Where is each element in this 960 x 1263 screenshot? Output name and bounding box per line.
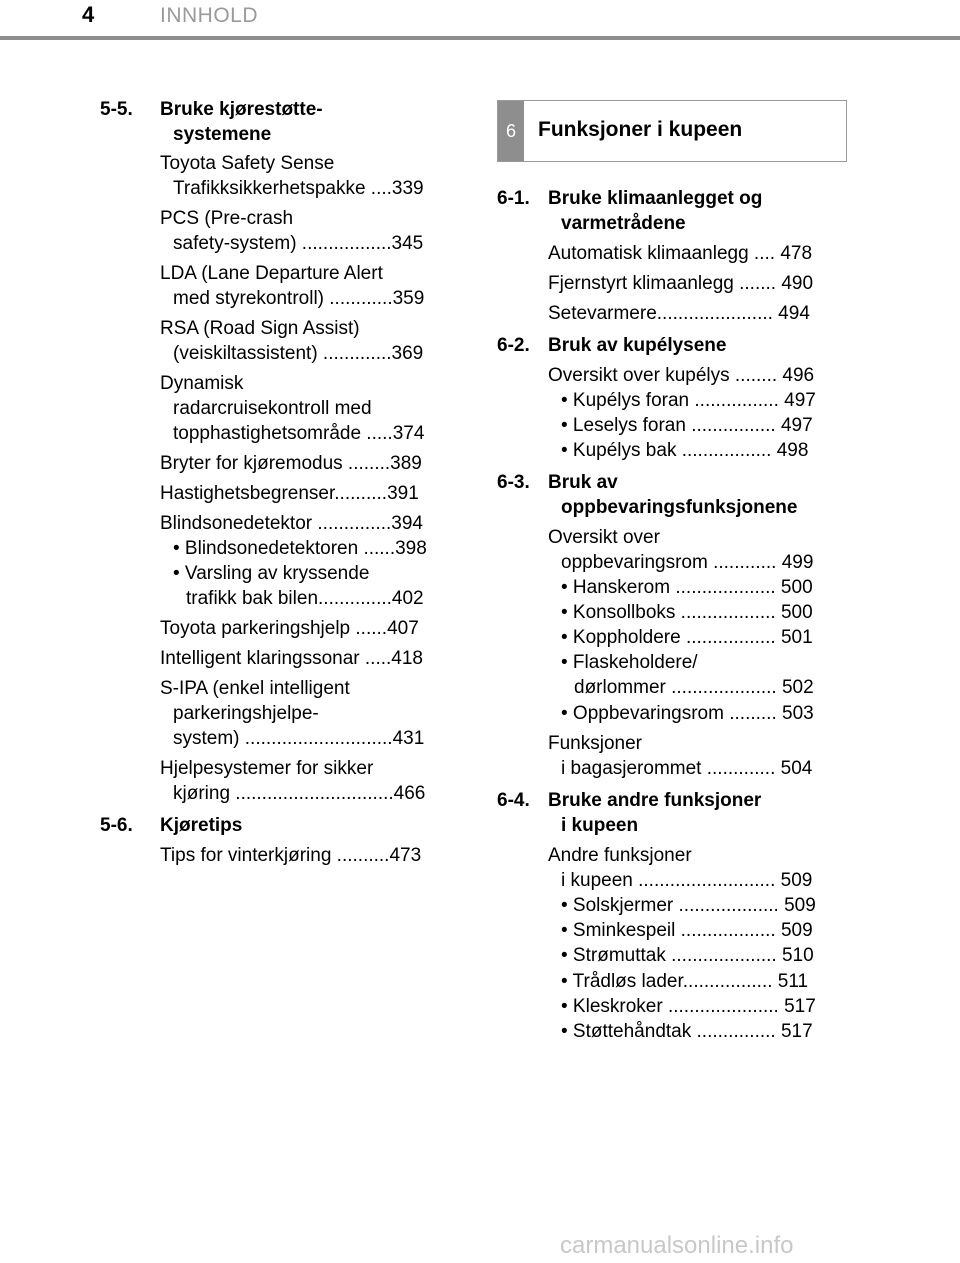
toc-subentry[interactable]: • Støttehåndtak ............... 517 [561,1021,813,1042]
toc-subentry[interactable]: • Sminkespeil .................. 509 [561,920,813,941]
section-title[interactable]: Bruke andre funksjoner [548,790,762,811]
toc-subentry[interactable]: • Trådløs lader................. 511 [561,971,809,992]
section-number: 6-3. [497,472,530,493]
toc-entry[interactable]: Automatisk klimaanlegg .... 478 [548,243,813,264]
section-title-cont[interactable]: systemene [173,124,272,145]
toc-entry[interactable]: S-IPA (enkel intelligent [160,678,350,699]
toc-entry[interactable]: Andre funksjoner [548,845,692,866]
page-header [0,0,960,40]
toc-subentry[interactable]: • Blindsonedetektoren ......398 [173,538,427,559]
toc-entry-cont[interactable]: safety-system) .................345 [173,233,424,254]
toc-entry-cont[interactable]: topphastighetsområde .....374 [173,423,425,444]
toc-entry-cont[interactable]: parkeringshjelpe- [173,703,319,724]
toc-entry-cont[interactable]: (veiskiltassistent) .............369 [173,343,424,364]
toc-entry[interactable]: Toyota Safety Sense [160,153,335,174]
toc-entry[interactable]: Blindsonedetektor ..............394 [160,513,423,534]
section-title-cont[interactable]: i kupeen [561,815,639,836]
toc-subentry[interactable]: • Koppholdere ................. 501 [561,627,813,648]
toc-entry[interactable]: Toyota parkeringshjelp ......407 [160,618,419,639]
toc-entry[interactable]: Oversikt over kupélys ........ 496 [548,365,815,386]
toc-subentry[interactable]: • Leselys foran ................ 497 [561,415,813,436]
section-number: 6-2. [497,335,530,356]
toc-entry[interactable]: PCS (Pre-crash [160,208,294,229]
toc-subentry[interactable]: • Strømuttak .................... 510 [561,945,814,966]
toc-subentry[interactable]: • Konsollboks .................. 500 [561,602,813,623]
chapter-heading[interactable] [497,100,847,162]
toc-subentry[interactable]: • Solskjermer ................... 509 [561,895,816,916]
section-number: 6-4. [497,790,530,811]
toc-subentry[interactable]: • Oppbevaringsrom ......... 503 [561,703,814,724]
page-number: 4 [82,2,95,27]
section-title[interactable]: Bruke klimaanlegget og [548,188,763,209]
section-title[interactable]: Bruk av kupélysene [548,335,727,356]
section-number: 5-5. [100,99,133,120]
toc-entry-cont[interactable]: radarcruisekontroll med [173,398,372,419]
toc-entry-cont[interactable]: med styrekontroll) ............359 [173,288,425,309]
toc-subentry[interactable]: • Hanskerom ................... 500 [561,577,813,598]
toc-entry-cont[interactable]: i bagasjerommet ............. 504 [561,758,813,779]
toc-entry-cont[interactable]: oppbevaringsrom ............ 499 [561,552,814,573]
toc-subentry[interactable]: • Varsling av kryssende [173,563,370,584]
section-number: 6-1. [497,188,530,209]
toc-entry[interactable]: LDA (Lane Departure Alert [160,263,383,284]
section-title[interactable]: Bruk av [548,472,618,493]
toc-entry[interactable]: Dynamisk [160,373,244,394]
toc-entry[interactable]: Tips for vinterkjøring ..........473 [160,845,422,866]
section-title-cont[interactable]: varmetrådene [561,213,686,234]
toc-entry[interactable]: Bryter for kjøremodus ........389 [160,453,422,474]
section-title[interactable]: Kjøretips [160,815,243,836]
header-divider [0,36,960,40]
chapter-number-tab: 6 [498,101,524,161]
toc-subentry[interactable]: • Kupélys foran ................ 497 [561,390,816,411]
toc-entry[interactable]: Hjelpesystemer for sikker [160,758,374,779]
watermark: carmanualsonline.info [560,1232,794,1259]
section-title-cont[interactable]: oppbevaringsfunksjonene [561,497,798,518]
toc-subentry[interactable]: • Kupélys bak ................. 498 [561,440,809,461]
toc-entry-cont[interactable]: kjøring ..............................466 [173,783,426,804]
toc-entry-cont[interactable]: i kupeen .......................... 509 [561,870,813,891]
toc-entry[interactable]: Hastighetsbegrenser..........391 [160,483,419,504]
toc-entry-cont[interactable]: system) ............................431 [173,728,425,749]
toc-subentry[interactable]: • Kleskroker ..................... 517 [561,996,816,1017]
toc-entry[interactable]: Oversikt over [548,527,660,548]
toc-subentry-cont[interactable]: trafikk bak bilen..............402 [186,588,424,609]
toc-subentry[interactable]: • Flaskeholdere/ [561,652,698,673]
toc-entry[interactable]: Funksjoner [548,733,642,754]
toc-entry[interactable]: Setevarmere...................... 494 [548,303,810,324]
section-title[interactable]: Bruke kjørestøtte- [160,99,323,120]
toc-entry[interactable]: RSA (Road Sign Assist) [160,318,360,339]
toc-entry[interactable]: Intelligent klaringssonar .....418 [160,648,423,669]
toc-subentry-cont[interactable]: dørlommer .................... 502 [574,677,814,698]
section-number: 5-6. [100,815,133,836]
chapter-title: Funksjoner i kupeen [538,118,743,141]
toc-entry[interactable]: Fjernstyrt klimaanlegg ....... 490 [548,273,814,294]
page-title: INNHOLD [160,4,259,27]
toc-entry-cont[interactable]: Trafikksikkerhetspakke ....339 [173,178,424,199]
